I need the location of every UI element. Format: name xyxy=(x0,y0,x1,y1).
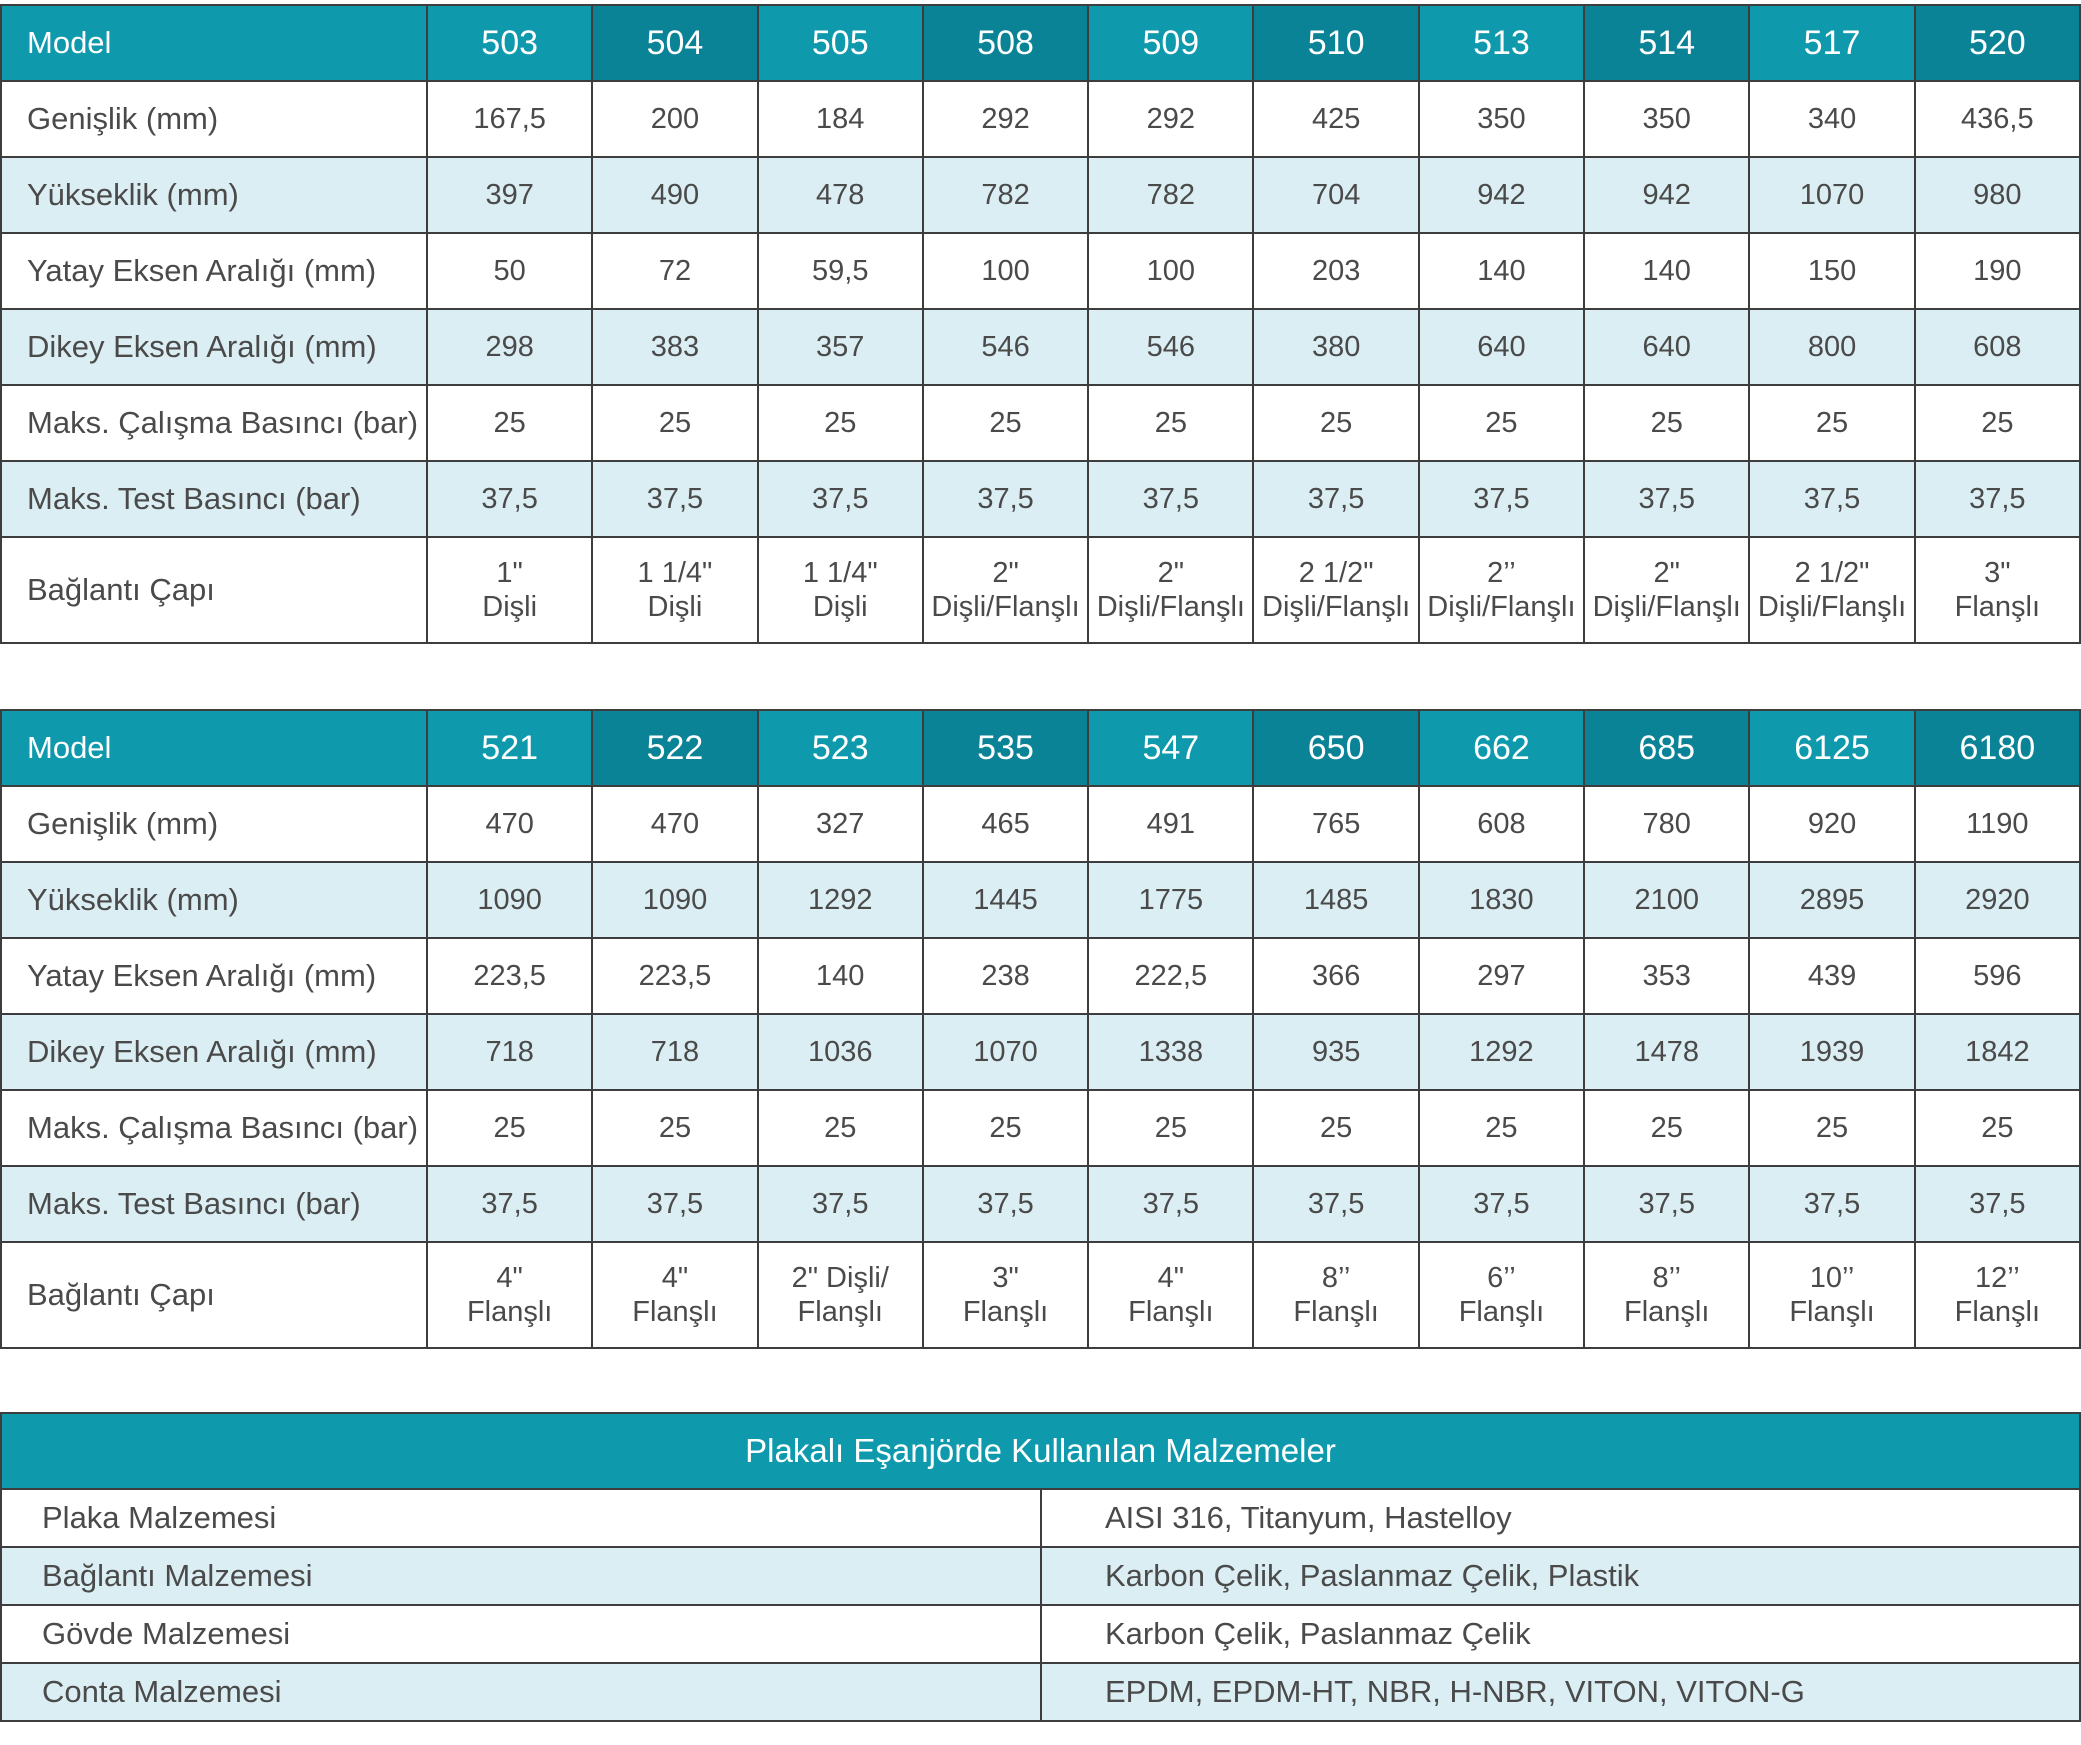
connection-row xyxy=(1,537,2080,643)
cell-value: 1445 xyxy=(923,862,1088,938)
cell-value: 25 xyxy=(1088,1090,1253,1166)
model-number: 650 xyxy=(1253,710,1418,786)
cell-value: 37,5 xyxy=(1088,461,1253,537)
cell-value: 37,5 xyxy=(427,1166,592,1242)
cell-value: 1 1/4" Dişli xyxy=(592,537,757,643)
spec-table-2 xyxy=(0,709,2081,1349)
cell-value: 2920 xyxy=(1915,862,2080,938)
cell-value: 25 xyxy=(1915,385,2080,461)
cell-value: 37,5 xyxy=(1253,1166,1418,1242)
cell-value: 1292 xyxy=(1419,1014,1584,1090)
cell-value: 608 xyxy=(1915,309,2080,385)
cell-value: 292 xyxy=(1088,81,1253,157)
cell-value: 50 xyxy=(427,233,592,309)
cell-value: 37,5 xyxy=(592,461,757,537)
cell-value: 203 xyxy=(1253,233,1418,309)
model-number: 508 xyxy=(923,5,1088,81)
cell-value: 37,5 xyxy=(1749,461,1914,537)
row-label: Yükseklik (mm) xyxy=(1,157,427,233)
cell-value: 4" Flanşlı xyxy=(427,1242,592,1348)
cell-value: 1338 xyxy=(1088,1014,1253,1090)
row-label: Maks. Test Basıncı (bar) xyxy=(1,461,427,537)
cell-value: 25 xyxy=(427,385,592,461)
cell-value: 238 xyxy=(923,938,1088,1014)
material-value: Karbon Çelik, Paslanmaz Çelik xyxy=(1041,1605,2080,1663)
cell-value: 397 xyxy=(427,157,592,233)
cell-value: 140 xyxy=(1584,233,1749,309)
table-row xyxy=(1,385,2080,461)
table-row xyxy=(1,1663,2080,1721)
model-number: 517 xyxy=(1749,5,1914,81)
cell-value: 25 xyxy=(1584,385,1749,461)
cell-value: 25 xyxy=(1253,385,1418,461)
model-number: 662 xyxy=(1419,710,1584,786)
cell-value: 2 1/2" Dişli/Flanşlı xyxy=(1253,537,1418,643)
cell-value: 298 xyxy=(427,309,592,385)
table-row xyxy=(1,157,2080,233)
model-header: Model xyxy=(1,5,427,81)
material-value: AISI 316, Titanyum, Hastelloy xyxy=(1041,1489,2080,1547)
cell-value: 25 xyxy=(592,1090,757,1166)
spec-table-1 xyxy=(0,4,2081,644)
cell-value: 1292 xyxy=(758,862,923,938)
cell-value: 546 xyxy=(923,309,1088,385)
material-value: Karbon Çelik, Paslanmaz Çelik, Plastik xyxy=(1041,1547,2080,1605)
cell-value: 184 xyxy=(758,81,923,157)
cell-value: 1939 xyxy=(1749,1014,1914,1090)
model-number: 6125 xyxy=(1749,710,1914,786)
table-row xyxy=(1,1605,2080,1663)
connection-row xyxy=(1,1242,2080,1348)
cell-value: 490 xyxy=(592,157,757,233)
table-row xyxy=(1,461,2080,537)
row-label: Yatay Eksen Aralığı (mm) xyxy=(1,938,427,1014)
material-label: Conta Malzemesi xyxy=(1,1663,1041,1721)
table-row xyxy=(1,233,2080,309)
cell-value: 780 xyxy=(1584,786,1749,862)
cell-value: 478 xyxy=(758,157,923,233)
cell-value: 2895 xyxy=(1749,862,1914,938)
cell-value: 640 xyxy=(1584,309,1749,385)
cell-value: 2" Dişli/Flanşlı xyxy=(1088,537,1253,643)
model-number: 503 xyxy=(427,5,592,81)
table-row xyxy=(1,1489,2080,1547)
model-number: 523 xyxy=(758,710,923,786)
model-number: 504 xyxy=(592,5,757,81)
table-row xyxy=(1,1014,2080,1090)
model-number: 505 xyxy=(758,5,923,81)
cell-value: 1190 xyxy=(1915,786,2080,862)
cell-value: 6’’ Flanşlı xyxy=(1419,1242,1584,1348)
header-row xyxy=(1,710,2080,786)
cell-value: 942 xyxy=(1584,157,1749,233)
cell-value: 2" Dişli/Flanşlı xyxy=(1584,537,1749,643)
cell-value: 72 xyxy=(592,233,757,309)
cell-value: 1070 xyxy=(1749,157,1914,233)
cell-value: 222,5 xyxy=(1088,938,1253,1014)
model-header: Model xyxy=(1,710,427,786)
cell-value: 37,5 xyxy=(758,461,923,537)
cell-value: 25 xyxy=(923,385,1088,461)
cell-value: 2’’ Dişli/Flanşlı xyxy=(1419,537,1584,643)
model-number: 547 xyxy=(1088,710,1253,786)
cell-value: 1842 xyxy=(1915,1014,2080,1090)
material-label: Gövde Malzemesi xyxy=(1,1605,1041,1663)
cell-value: 37,5 xyxy=(1419,461,1584,537)
row-label: Maks. Çalışma Basıncı (bar) xyxy=(1,1090,427,1166)
cell-value: 470 xyxy=(427,786,592,862)
cell-value: 465 xyxy=(923,786,1088,862)
model-number: 521 xyxy=(427,710,592,786)
cell-value: 297 xyxy=(1419,938,1584,1014)
cell-value: 4" Flanşlı xyxy=(592,1242,757,1348)
cell-value: 37,5 xyxy=(1088,1166,1253,1242)
cell-value: 37,5 xyxy=(592,1166,757,1242)
cell-value: 10’’ Flanşlı xyxy=(1749,1242,1914,1348)
cell-value: 292 xyxy=(923,81,1088,157)
cell-value: 25 xyxy=(758,1090,923,1166)
cell-value: 491 xyxy=(1088,786,1253,862)
cell-value: 223,5 xyxy=(427,938,592,1014)
cell-value: 1478 xyxy=(1584,1014,1749,1090)
materials-title-row xyxy=(1,1413,2080,1489)
cell-value: 140 xyxy=(758,938,923,1014)
table-row xyxy=(1,938,2080,1014)
cell-value: 25 xyxy=(1749,385,1914,461)
cell-value: 350 xyxy=(1584,81,1749,157)
model-number: 6180 xyxy=(1915,710,2080,786)
cell-value: 25 xyxy=(592,385,757,461)
cell-value: 357 xyxy=(758,309,923,385)
cell-value: 436,5 xyxy=(1915,81,2080,157)
table-row xyxy=(1,1547,2080,1605)
model-number: 535 xyxy=(923,710,1088,786)
cell-value: 8’’ Flanşlı xyxy=(1253,1242,1418,1348)
cell-value: 25 xyxy=(1419,385,1584,461)
cell-value: 25 xyxy=(923,1090,1088,1166)
cell-value: 37,5 xyxy=(1915,461,2080,537)
material-label: Bağlantı Malzemesi xyxy=(1,1547,1041,1605)
cell-value: 223,5 xyxy=(592,938,757,1014)
cell-value: 546 xyxy=(1088,309,1253,385)
model-number: 520 xyxy=(1915,5,2080,81)
cell-value: 25 xyxy=(1419,1090,1584,1166)
table-row xyxy=(1,81,2080,157)
row-label: Bağlantı Çapı xyxy=(1,1242,427,1348)
model-number: 685 xyxy=(1584,710,1749,786)
cell-value: 37,5 xyxy=(923,461,1088,537)
row-label: Bağlantı Çapı xyxy=(1,537,427,643)
cell-value: 1 1/4" Dişli xyxy=(758,537,923,643)
row-label: Yatay Eksen Aralığı (mm) xyxy=(1,233,427,309)
cell-value: 782 xyxy=(1088,157,1253,233)
cell-value: 4" Flanşlı xyxy=(1088,1242,1253,1348)
material-label: Plaka Malzemesi xyxy=(1,1489,1041,1547)
cell-value: 140 xyxy=(1419,233,1584,309)
cell-value: 800 xyxy=(1749,309,1914,385)
cell-value: 718 xyxy=(592,1014,757,1090)
cell-value: 980 xyxy=(1915,157,2080,233)
row-label: Dikey Eksen Aralığı (mm) xyxy=(1,309,427,385)
cell-value: 439 xyxy=(1749,938,1914,1014)
cell-value: 25 xyxy=(1088,385,1253,461)
cell-value: 1485 xyxy=(1253,862,1418,938)
cell-value: 37,5 xyxy=(1584,461,1749,537)
model-number: 509 xyxy=(1088,5,1253,81)
row-label: Genişlik (mm) xyxy=(1,81,427,157)
cell-value: 380 xyxy=(1253,309,1418,385)
cell-value: 100 xyxy=(923,233,1088,309)
cell-value: 340 xyxy=(1749,81,1914,157)
cell-value: 37,5 xyxy=(1419,1166,1584,1242)
row-label: Genişlik (mm) xyxy=(1,786,427,862)
cell-value: 608 xyxy=(1419,786,1584,862)
table-row xyxy=(1,309,2080,385)
cell-value: 37,5 xyxy=(1253,461,1418,537)
model-number: 514 xyxy=(1584,5,1749,81)
cell-value: 718 xyxy=(427,1014,592,1090)
cell-value: 425 xyxy=(1253,81,1418,157)
cell-value: 37,5 xyxy=(758,1166,923,1242)
cell-value: 640 xyxy=(1419,309,1584,385)
cell-value: 704 xyxy=(1253,157,1418,233)
cell-value: 25 xyxy=(427,1090,592,1166)
cell-value: 37,5 xyxy=(1584,1166,1749,1242)
table-row xyxy=(1,862,2080,938)
cell-value: 2" Dişli/ Flanşlı xyxy=(758,1242,923,1348)
cell-value: 2" Dişli/Flanşlı xyxy=(923,537,1088,643)
row-label: Dikey Eksen Aralığı (mm) xyxy=(1,1014,427,1090)
cell-value: 25 xyxy=(1915,1090,2080,1166)
cell-value: 1775 xyxy=(1088,862,1253,938)
cell-value: 190 xyxy=(1915,233,2080,309)
row-label: Maks. Test Basıncı (bar) xyxy=(1,1166,427,1242)
cell-value: 2100 xyxy=(1584,862,1749,938)
cell-value: 25 xyxy=(1584,1090,1749,1166)
cell-value: 12’’ Flanşlı xyxy=(1915,1242,2080,1348)
cell-value: 596 xyxy=(1915,938,2080,1014)
cell-value: 1090 xyxy=(427,862,592,938)
materials-table xyxy=(0,1412,2081,1722)
cell-value: 8’’ Flanşlı xyxy=(1584,1242,1749,1348)
materials-title: Plakalı Eşanjörde Kullanılan Malzemeler xyxy=(1,1413,2080,1489)
model-number: 510 xyxy=(1253,5,1418,81)
table-row xyxy=(1,786,2080,862)
cell-value: 366 xyxy=(1253,938,1418,1014)
cell-value: 1" Dişli xyxy=(427,537,592,643)
row-label: Yükseklik (mm) xyxy=(1,862,427,938)
cell-value: 782 xyxy=(923,157,1088,233)
model-number: 522 xyxy=(592,710,757,786)
cell-value: 1036 xyxy=(758,1014,923,1090)
cell-value: 59,5 xyxy=(758,233,923,309)
table-row xyxy=(1,1090,2080,1166)
cell-value: 1830 xyxy=(1419,862,1584,938)
model-number: 513 xyxy=(1419,5,1584,81)
cell-value: 3" Flanşlı xyxy=(923,1242,1088,1348)
cell-value: 100 xyxy=(1088,233,1253,309)
cell-value: 1070 xyxy=(923,1014,1088,1090)
cell-value: 25 xyxy=(758,385,923,461)
cell-value: 383 xyxy=(592,309,757,385)
cell-value: 3" Flanşlı xyxy=(1915,537,2080,643)
cell-value: 200 xyxy=(592,81,757,157)
cell-value: 353 xyxy=(1584,938,1749,1014)
cell-value: 25 xyxy=(1749,1090,1914,1166)
cell-value: 167,5 xyxy=(427,81,592,157)
cell-value: 37,5 xyxy=(427,461,592,537)
table-row xyxy=(1,1166,2080,1242)
cell-value: 25 xyxy=(1253,1090,1418,1166)
cell-value: 1090 xyxy=(592,862,757,938)
cell-value: 150 xyxy=(1749,233,1914,309)
cell-value: 2 1/2" Dişli/Flanşlı xyxy=(1749,537,1914,643)
header-row xyxy=(1,5,2080,81)
cell-value: 350 xyxy=(1419,81,1584,157)
row-label: Maks. Çalışma Basıncı (bar) xyxy=(1,385,427,461)
cell-value: 765 xyxy=(1253,786,1418,862)
material-value: EPDM, EPDM-HT, NBR, H-NBR, VITON, VITON-G xyxy=(1041,1663,2080,1721)
cell-value: 37,5 xyxy=(1915,1166,2080,1242)
cell-value: 470 xyxy=(592,786,757,862)
cell-value: 37,5 xyxy=(923,1166,1088,1242)
cell-value: 920 xyxy=(1749,786,1914,862)
cell-value: 327 xyxy=(758,786,923,862)
cell-value: 935 xyxy=(1253,1014,1418,1090)
cell-value: 942 xyxy=(1419,157,1584,233)
cell-value: 37,5 xyxy=(1749,1166,1914,1242)
